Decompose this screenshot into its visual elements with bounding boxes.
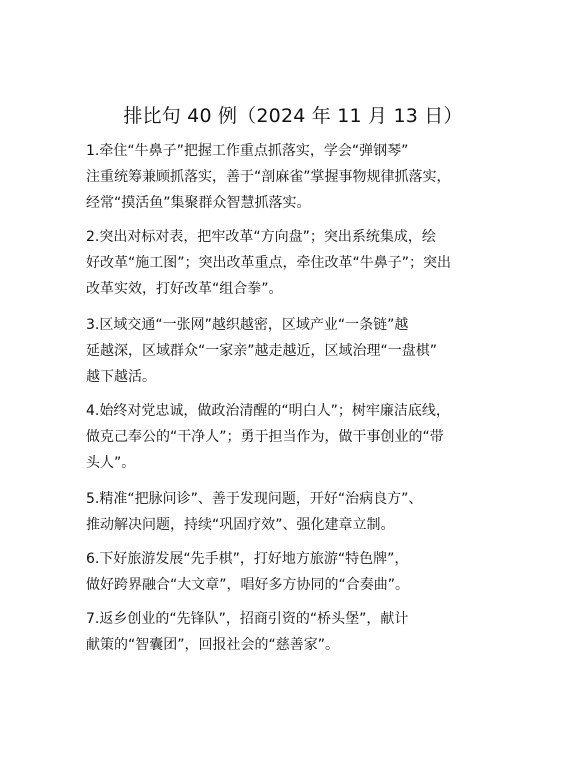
- document-title: 排比句 40 例（2024 年 11 月 13 日）: [123, 105, 463, 127]
- paragraph-5: 5.精准“把脉问诊”、善于发现问题，开好“治病良方”、 推动解决问题，持续“巩固疗效”、强化建章立制。: [86, 491, 423, 533]
- paragraph-7: 7.返乡创业的“先锋队”，招商引资的“桥头堡”，献计 献策的“智囊团”，回报社会的“慈善家”。: [86, 611, 409, 653]
- paragraph-3: 3.区域交通“一张网”越织越密，区域产业“一条链”越 延越深，区域群众“一家亲”越走越近，区域治理“一盘棋” 越下越活。: [86, 317, 438, 385]
- paragraph-6: 6.下好旅游发展“先手棋”，打好地方旅游“特色牌”， 做好跨界融合“大文章”，唱好多方协同的“合奏曲”。: [86, 551, 410, 593]
- paragraph-1: 1.牵住“牛鼻子”把握工作重点抓落实，学会“弹钢琴” 注重统筹兼顾抓落实，善于“剖麻雀”掌握事物规律抓落实， 经常“摸活鱼”集聚群众智慧抓落实。: [86, 143, 451, 211]
- paragraph-4: 4.始终对党忠诚，做政治清醒的“明白人”；树牢廉洁底线， 做克己奉公的“干净人”；勇于担当作为，做干事创业的“带 头人”。: [86, 403, 450, 471]
- paragraph-2: 2.突出对标对表，把牢改革“方向盘”；突出系统集成，绘 好改革“施工图”；突出改革重点，牵住改革“牛鼻子”；突出 改革实效，打好改革“组合拳”。: [86, 229, 452, 297]
